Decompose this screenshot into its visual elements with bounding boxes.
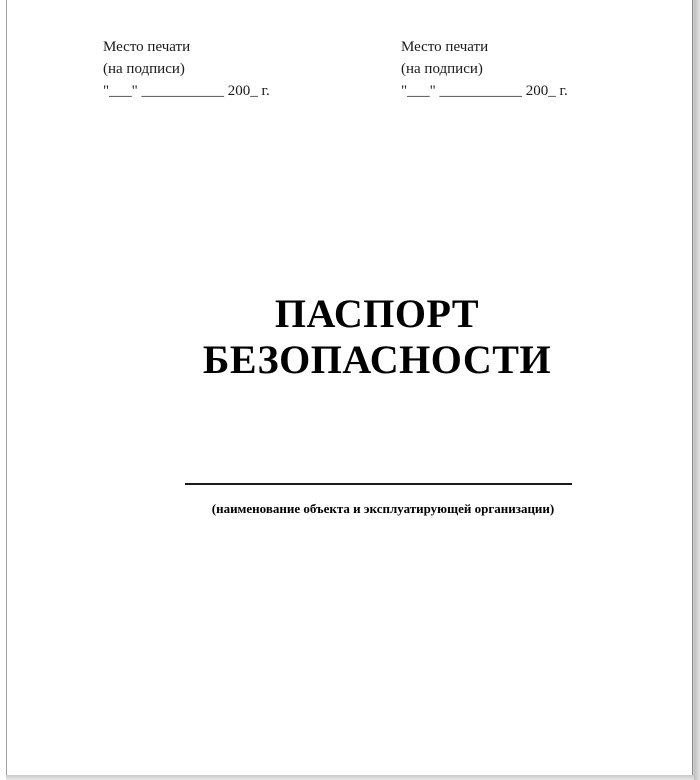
document-title-line-2: БЕЗОПАСНОСТИ bbox=[202, 337, 552, 382]
date-blank-right: "___" ___________ 200_ г. bbox=[401, 83, 568, 99]
object-name-fill-line bbox=[185, 483, 572, 485]
seal-signature-block-left bbox=[103, 36, 270, 102]
seal-label-right: Место печати bbox=[401, 39, 489, 55]
signature-note-right: (на подписи) bbox=[401, 61, 483, 77]
seal-label-left: Место печати bbox=[103, 39, 191, 55]
document-page bbox=[6, 0, 693, 775]
page-bottom-shadow bbox=[6, 775, 696, 780]
document-title-line-1: ПАСПОРТ bbox=[274, 291, 480, 336]
date-blank-left: "___" ___________ 200_ г. bbox=[103, 83, 270, 99]
viewer-right-gutter bbox=[694, 0, 700, 780]
object-name-caption: (наименование объекта и эксплуатирующей организации) bbox=[211, 501, 555, 516]
signature-note-left: (на подписи) bbox=[103, 61, 185, 77]
seal-signature-block-right bbox=[401, 36, 568, 102]
